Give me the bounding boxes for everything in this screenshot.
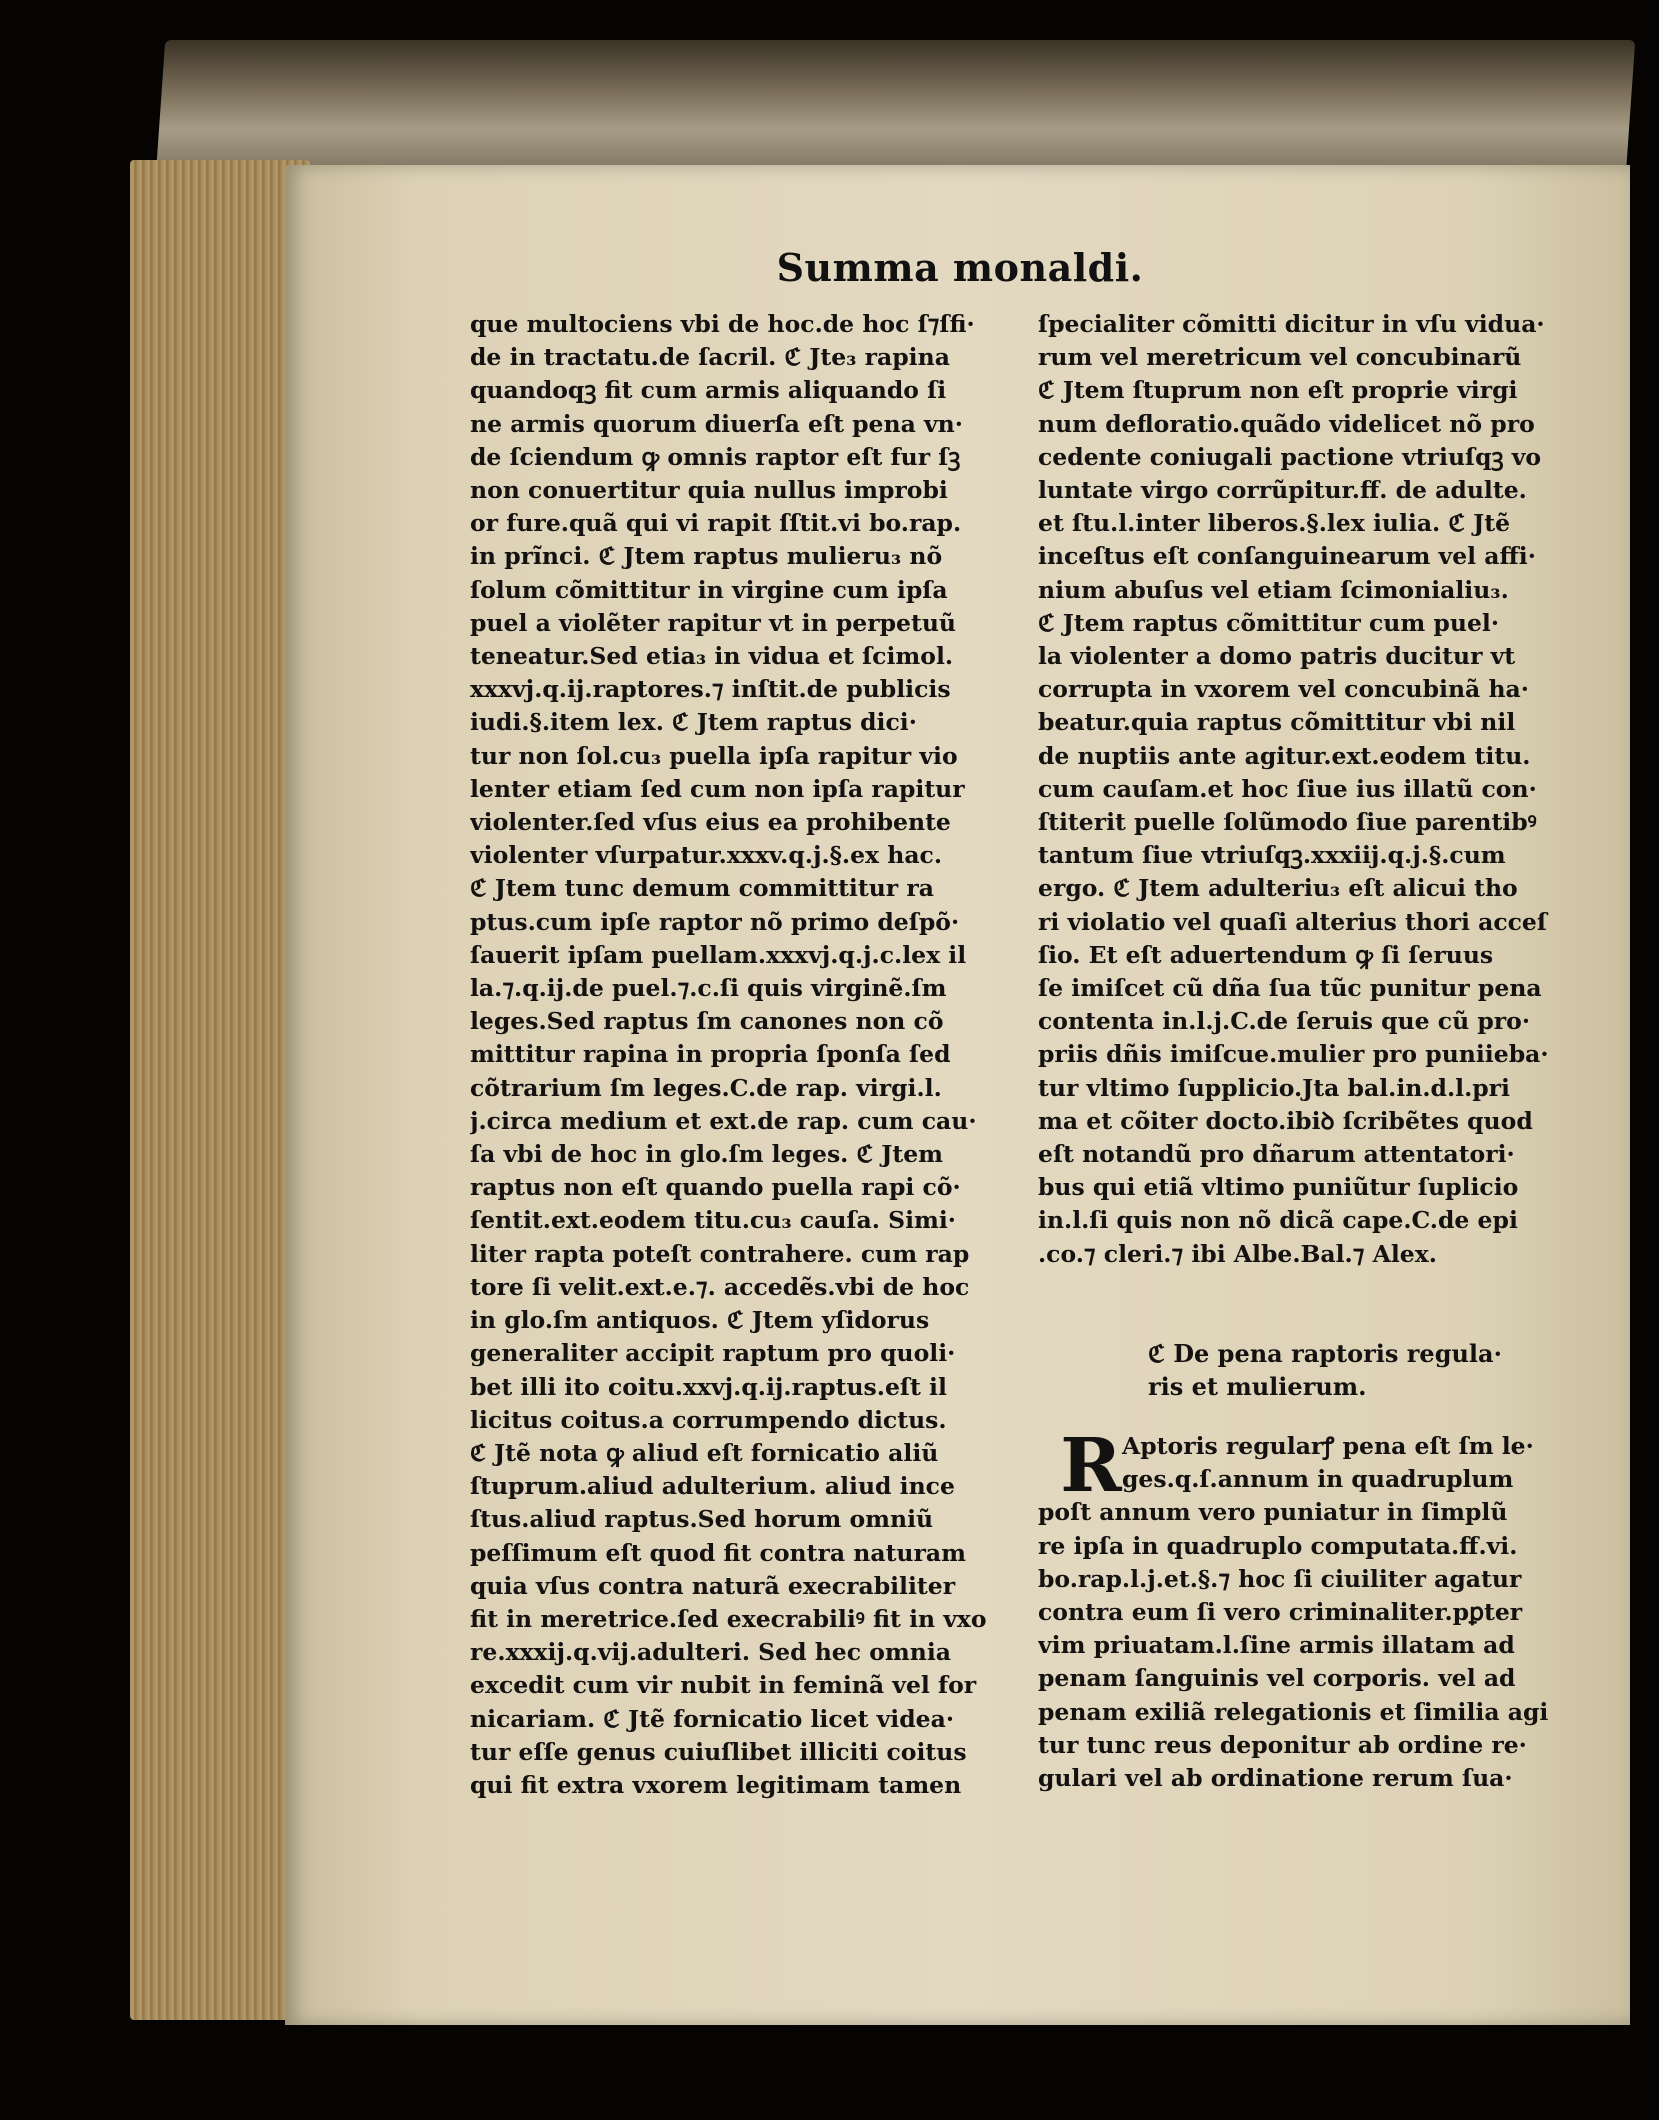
text-line: ℭ Jtem ſtuprum non eſt proprie virgi xyxy=(1038,376,1518,405)
text-line: iudi.§.item lex. ℭ Jtem raptus dici· xyxy=(470,708,917,737)
text-line: la violenter a domo patris ducitur vt xyxy=(1038,642,1516,671)
text-line: ges.q.ſ.annum in quadruplum xyxy=(1122,1465,1514,1494)
text-line: quia vſus contra naturã execrabiliter xyxy=(470,1571,956,1600)
text-line: in glo.ſm antiquos. ℭ Jtem yſidorus xyxy=(470,1306,930,1335)
text-line: ℭ Jtẽ nota ꝙ aliud eſt fornicatio aliũ xyxy=(470,1438,939,1467)
text-line: contenta in.l.j.C.de ſeruis que cũ pro· xyxy=(1038,1007,1531,1036)
text-line: tur non ſol.cu₃ puella ipſa rapitur vio xyxy=(470,741,958,770)
text-line: in prĩnci. ℭ Jtem raptus mulieru₃ nõ xyxy=(470,542,943,571)
text-line: penam exiliã relegationis et ſimilia agi xyxy=(1038,1697,1549,1726)
text-line: qui fit extra vxorem legitimam tamen xyxy=(470,1770,962,1799)
drop-initial: R xyxy=(1060,1423,1122,1509)
text-line: ſtus.aliud raptus.Sed horum omniũ xyxy=(470,1505,934,1534)
text-line: non conuertitur quia nullus improbi xyxy=(470,476,948,505)
text-line: excedit cum vir nubit in feminã vel for xyxy=(470,1671,977,1700)
text-line: la.⁊.q.ij.de puel.⁊.c.ſi quis virginẽ.ſm xyxy=(470,974,947,1003)
text-line: fit in meretrice.ſed execrabiliꝰ fit in vxo xyxy=(470,1604,987,1633)
text-line: re ipſa in quadruplo computata.ff.vi. xyxy=(1038,1531,1518,1560)
section-body xyxy=(1038,1423,1598,1795)
text-line: teneatur.Sed etia₃ in vidua et ſcimol. xyxy=(470,642,954,671)
running-head: Summa monaldi. xyxy=(776,245,1144,290)
text-line: ſauerit ipſam puellam.xxxvj.q.j.c.lex il xyxy=(470,940,967,969)
text-line: vim priuatam.l.ſine armis illatam ad xyxy=(1038,1631,1515,1660)
text-line: et ſtu.l.inter liberos.§.lex iulia. ℭ Jtẽ xyxy=(1038,509,1511,538)
text-line: ſpecialiter cõmitti dicitur in vſu vidua· xyxy=(1038,310,1545,338)
text-line: inceſtus eſt conſanguinearum vel affi· xyxy=(1038,542,1536,571)
text-line: licitus coitus.a corrumpendo dictus. xyxy=(470,1405,947,1434)
text-line: ma et cõiter docto.ibiꝺ ſcribẽtes quod xyxy=(1038,1106,1533,1135)
text-line: cõtrarium ſm leges.C.de rap. virgi.l. xyxy=(470,1073,942,1102)
text-line: tur vltimo ſupplicio.Jta bal.in.d.l.pri xyxy=(1038,1073,1510,1102)
text-line: penam ſanguinis vel corporis. vel ad xyxy=(1038,1664,1516,1693)
text-line: mittitur rapina in propria ſponſa ſed xyxy=(470,1040,951,1069)
text-line: re.xxxij.q.vij.adulteri. Sed hec omnia xyxy=(470,1638,952,1667)
text-line: nicariam. ℭ Jtẽ fornicatio licet videa· xyxy=(470,1704,954,1733)
text-line: lenter etiam ſed cum non ipſa rapitur xyxy=(470,774,965,803)
left-text-column xyxy=(470,308,1030,1802)
text-line: ſtiterit puelle ſolũmodo ſiue parentibꝰ xyxy=(1038,808,1537,837)
text-line: ℭ Jtem tunc demum committitur ra xyxy=(470,874,934,903)
text-line: violenter vſurpatur.xxxv.q.j.§.ex hac. xyxy=(470,841,943,870)
text-line: liter rapta poteſt contrahere. cum rap xyxy=(470,1239,970,1268)
text-line: quandoqꝫ fit cum armis aliquando ſi xyxy=(470,376,947,405)
text-line: ne armis quorum diuerſa eſt pena vn· xyxy=(470,409,963,438)
text-line: tore ſi velit.ext.e.⁊. accedẽs.vbi de hoc xyxy=(470,1272,970,1301)
text-line: ſtuprum.aliud adulterium. aliud ince xyxy=(470,1472,955,1501)
right-text-column xyxy=(1038,308,1598,1271)
text-line: or fure.quã qui vi rapit ſſtit.vi bo.rap. xyxy=(470,509,962,538)
text-line: bet illi ito coitu.xxvj.q.ij.raptus.eſt il xyxy=(470,1372,947,1401)
text-line: ri violatio vel quaſi alterius thori acceſ xyxy=(1038,907,1547,936)
text-line: gulari vel ab ordinatione rerum ſua· xyxy=(1038,1764,1513,1793)
text-line: priis dñis imiſcue.mulier pro puniieba· xyxy=(1038,1040,1549,1069)
text-line: peſſimum eſt quod fit contra naturam xyxy=(470,1538,966,1567)
text-line: de in tractatu.de ſacril. ℭ Jte₃ rapina xyxy=(470,343,950,372)
text-line: corrupta in vxorem vel concubinã ha· xyxy=(1038,675,1529,704)
heading-line: ℭ De pena raptoris regula· xyxy=(1148,1339,1502,1368)
text-line: tur eſſe genus cuiuſlibet illiciti coitus xyxy=(470,1737,967,1766)
text-line: poſt annum vero puniatur in ſimplũ xyxy=(1038,1498,1508,1527)
text-line: violenter.ſed vſus eius ea prohibente xyxy=(470,808,951,837)
text-line: ptus.cum ipſe raptor nõ primo deſpõ· xyxy=(470,907,960,936)
book-fore-edge xyxy=(130,160,310,2020)
text-line: ſio. Et eſt aduertendum ꝙ ſi ſeruus xyxy=(1038,940,1494,969)
text-line: ſolum cõmittitur in virgine cum ipſa xyxy=(470,575,948,604)
text-line: j.circa medium et ext.de rap. cum cau· xyxy=(470,1106,977,1135)
text-line: .co.⁊ cleri.⁊ ibi Albe.Bal.⁊ Alex. xyxy=(1038,1239,1437,1268)
text-line: de ſciendum ꝙ omnis raptor eſt fur ſꝫ xyxy=(470,442,961,471)
text-line: tantum ſiue vtriuſqꝫ.xxxiij.q.j.§.cum xyxy=(1038,841,1506,870)
text-line: contra eum ſi vero criminaliter.pꝑter xyxy=(1038,1598,1523,1627)
text-line: ergo. ℭ Jtem adulteriu₃ eſt alicui tho xyxy=(1038,874,1518,903)
text-line: bus qui etiã vltimo puniũtur ſuplicio xyxy=(1038,1173,1519,1202)
text-line: ſe imiſcet cũ dña ſua tũc punitur pena xyxy=(1038,974,1542,1003)
text-line: luntate virgo corrũpitur.ff. de adulte. xyxy=(1038,476,1527,505)
text-line: in.l.ſi quis non nõ dicã cape.C.de epi xyxy=(1038,1206,1518,1235)
text-line: beatur.quia raptus cõmittitur vbi nil xyxy=(1038,708,1516,737)
text-line: bo.rap.l.j.et.§.⁊ hoc ſi ciuiliter agatur xyxy=(1038,1564,1522,1593)
text-line: cum cauſam.et hoc ſiue ius illatũ con· xyxy=(1038,774,1537,803)
text-line: que multociens vbi de hoc.de hoc ſ⁊ſfi· xyxy=(470,310,975,338)
text-line: cedente coniugali pactione vtriuſqꝫ vo xyxy=(1038,442,1542,471)
text-line: raptus non eſt quando puella rapi cõ· xyxy=(470,1173,961,1202)
text-line: ſentit.ext.eodem titu.cu₃ cauſa. Simi· xyxy=(470,1206,956,1235)
heading-line: ris et mulierum. xyxy=(1148,1372,1367,1401)
text-line: puel a violẽter rapitur vt in perpetuũ xyxy=(470,608,957,637)
text-line: leges.Sed raptus ſm canones non cõ xyxy=(470,1007,944,1036)
text-line: num defloratio.quãdo videlicet nõ pro xyxy=(1038,409,1535,438)
text-line: nium abuſus vel etiam ſcimonialiu₃. xyxy=(1038,575,1509,604)
text-line: rum vel meretricum vel concubinarũ xyxy=(1038,343,1522,372)
section-heading xyxy=(1148,1337,1588,1403)
text-line: xxxvj.q.ij.raptores.⁊ inſtit.de publicis xyxy=(470,675,951,704)
text-line: eſt notandũ pro dñarum attentatori· xyxy=(1038,1140,1515,1169)
text-line: generaliter accipit raptum pro quoli· xyxy=(470,1339,956,1368)
text-line: ſa vbi de hoc in glo.ſm leges. ℭ Jtem xyxy=(470,1140,944,1169)
text-line: de nuptiis ante agitur.ext.eodem titu. xyxy=(1038,741,1531,770)
text-line: tur tunc reus deponitur ab ordine re· xyxy=(1038,1730,1527,1759)
text-line: Aptoris regularꝭ pena eſt ſm le· xyxy=(1122,1432,1534,1460)
text-line: ℭ Jtem raptus cõmittitur cum puel· xyxy=(1038,608,1500,637)
